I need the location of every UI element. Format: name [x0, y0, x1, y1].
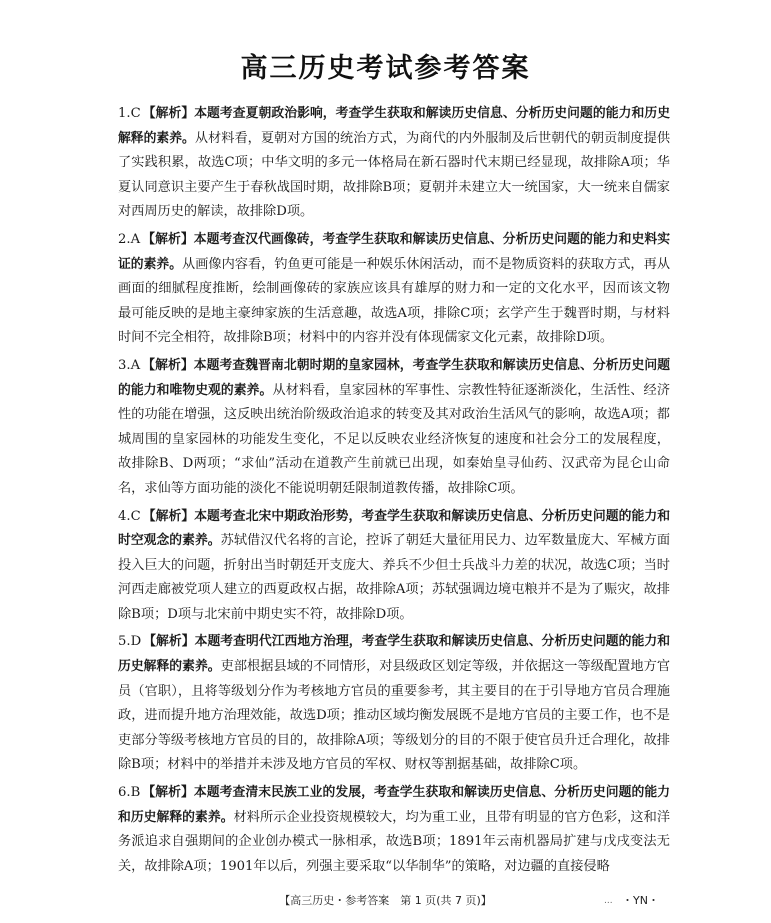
answer-body: 从材料看，皇家园林的军事性、宗教性特征逐渐淡化，生活性、经济性的功能在增强，这反映出统治阶级政治追求的转变及其对政治生活风气的影响，故选A项；都城周围的皇家园林的功能发生变化，不足以反映农业经济恢复的速度和社会分工的发展程度，故排除B、D两项；“求仙”活动在道教产生前就已出现，如秦始皇寻仙药、汉武帝为昆仑山命名，求仙等方面功能的淡化不能说明朝廷限制道教传播，故排除C项。 — [118, 382, 671, 496]
answer-item-3 — [118, 354, 670, 502]
answer-heading: 【解析】本题考查北宋中期政治形势，考查学生获取和解读历史信息、分析历史问题的能力和时空观念的素养。 — [118, 508, 670, 549]
answer-item-1 — [118, 102, 670, 225]
region-code: ・YN・ — [622, 894, 659, 907]
answer-body: 从材料看，夏朝对方国的统治方式，为商代的内外服制及后世朝代的朝贡制度提供了实践积累，故选C项；中华文明的多元一体格局在新石器时代末期已经显现，故排除A项；华夏认同意识主要产生于春秋战国时期，故排除B项；夏朝并未建立大一统国家，大一统来自儒家对西周历史的解读，故排除D项。 — [118, 130, 671, 220]
footer-dots: ... — [604, 896, 613, 906]
answer-heading: 【解析】本题考查夏朝政治影响，考查学生获取和解读历史信息、分析历史问题的能力和历史解释的素养。 — [118, 106, 670, 146]
answer-item-2 — [118, 228, 670, 351]
page-title: 高三历史考试参考答案 — [240, 53, 531, 84]
answer-item-4 — [118, 505, 670, 628]
answer-heading: 【解析】本题考查清末民族工业的发展，考查学生获取和解读历史信息、分析历史问题的能力和历史解释的素养。 — [118, 785, 670, 825]
answer-number: 3.A — [118, 357, 141, 373]
answer-list — [118, 102, 670, 882]
answer-number: 2.A — [118, 231, 141, 247]
answer-body: 吏部根据县域的不同情形，对县级政区划定等级，并依据这一等级配置地方官员（官职），且将等级划分作为考核地方官员的重要参考，其主要目的在于引导地方官员合理施政，进而提升地方治理效能，故选D项；推动区域均衡发展既不是地方官员的主要工作，也不是吏部分等级考核地方官员的目的，故排除A项；等级划分的目的不限于使官员升迁合理化，故排除B项；材料中的举措并未涉及地方官员的军权、财权等割据基础，故排除C项。 — [118, 659, 671, 773]
answer-number: 6.B — [118, 785, 141, 801]
answer-item-6 — [118, 781, 670, 879]
answer-number: 4.C — [118, 508, 141, 524]
answer-item-5 — [118, 630, 670, 778]
answer-body: 从画像内容看，钓鱼更可能是一种娱乐休闲活动，而不是物质资料的获取方式，再从画面的细腻程度推断，绘制画像砖的家族应该具有雄厚的财力和一定的文化水平，因而该文物最可能反映的是地主豪绅家族的生活意趣，故选A项，排除C项；玄学产生于魏晋时期，与材料时间不完全相符，故排除B项；材料中的内容并没有体现儒家文化元素，故排除D项。 — [118, 256, 671, 346]
answer-body: 材料所示企业投资规模较大，均为重工业，且带有明显的官方色彩，这和洋务派追求自强期间的企业创办模式一脉相承，故选B项；1891年云南机器局扩建与戊戌变法无关，故排除A项；1901年以后，列强主要采取“以华制华”的策略，对边疆的直接侵略 — [118, 809, 671, 874]
answer-heading: 【解析】本题考查魏晋南北朝时期的皇家园林，考查学生获取和解读历史信息、分析历史问题的能力和唯物史观的素养。 — [118, 357, 670, 398]
answer-number: 5.D — [118, 634, 142, 650]
answer-heading: 【解析】本题考查汉代画像砖，考查学生获取和解读历史信息、分析历史问题的能力和史料实证的素养。 — [118, 231, 670, 272]
answer-heading: 【解析】本题考查明代江西地方治理，考查学生获取和解读历史信息、分析历史问题的能力和历史解释的素养。 — [118, 634, 670, 675]
answer-body: 苏轼借汉代名将的言论，控诉了朝廷大量征用民力、边军数量庞大、军械方面投入巨大的问题，折射出当时朝廷开支庞大、养兵不少但士兵战斗力差的状况，故选C项；当时河西走廊被党项人建立的西夏政权占据，故排除A项；苏轼强调边境屯粮并不是为了赈灾，故排除B项；D项与北宋前中期史实不符，故排除D项。 — [118, 533, 671, 622]
answer-number: 1.C — [118, 106, 141, 121]
page-number-label: 【高三历史・参考答案 第 1 页(共 7 页)】 — [279, 894, 492, 907]
